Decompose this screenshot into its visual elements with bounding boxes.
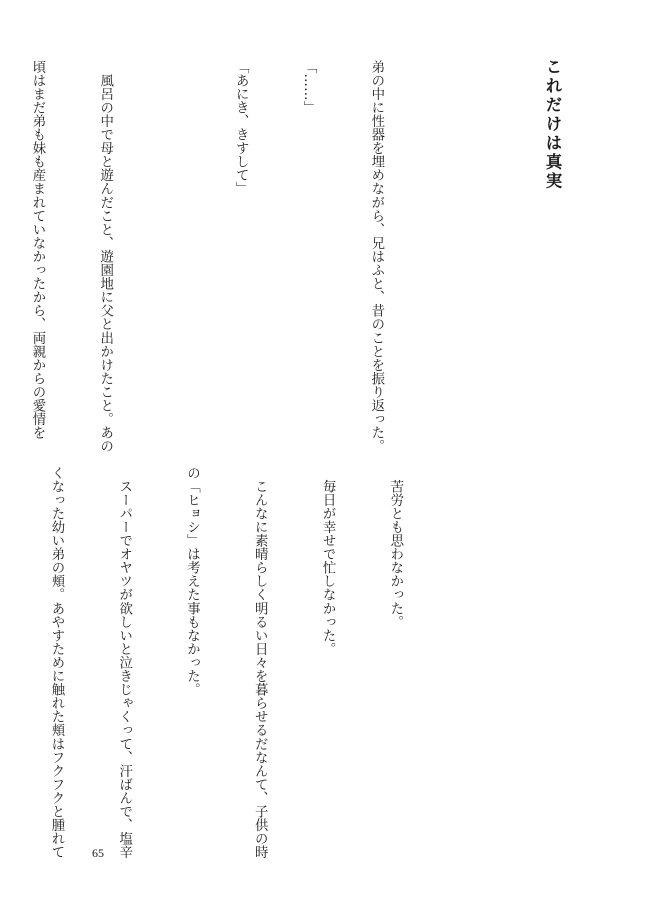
page-number: 65 — [92, 846, 104, 860]
text-line: こんなに素晴らしく明るい日々を暮らせるだなんて、子供の時 — [252, 466, 268, 859]
text-line: の「ヒョシ」は考えた事もなかった。 — [184, 466, 200, 697]
text-line: くなった幼い弟の頬。あやすために触れた頬はフクフクと腫れて — [48, 466, 64, 859]
blank-line — [161, 60, 184, 460]
chapter-title: これだけは真実 — [543, 58, 562, 191]
text-line: 「あにき、きすして」 — [233, 60, 249, 196]
upper-text-block — [0, 60, 432, 460]
text-line: 「……」 — [301, 60, 317, 115]
text-line: 弟の中に性器を埋めながら、兄はふと、昔のことを振り返った。 — [368, 60, 384, 453]
text-line: 苦労とも思わなかった。 — [387, 466, 403, 629]
text-line: 毎日が幸せで忙しなかった。 — [320, 466, 336, 656]
text-line: 頃はまだ弟も妹も産まれていなかったから、両親からの愛情を — [29, 60, 45, 440]
text-line: 風呂の中で母と遊んだこと、遊園地に父と出かけたこと。あの — [97, 60, 113, 453]
text-line: スーパーでオヤツが欲しいと泣きじゃくって、汗ばんで、塩辛 — [116, 466, 132, 859]
